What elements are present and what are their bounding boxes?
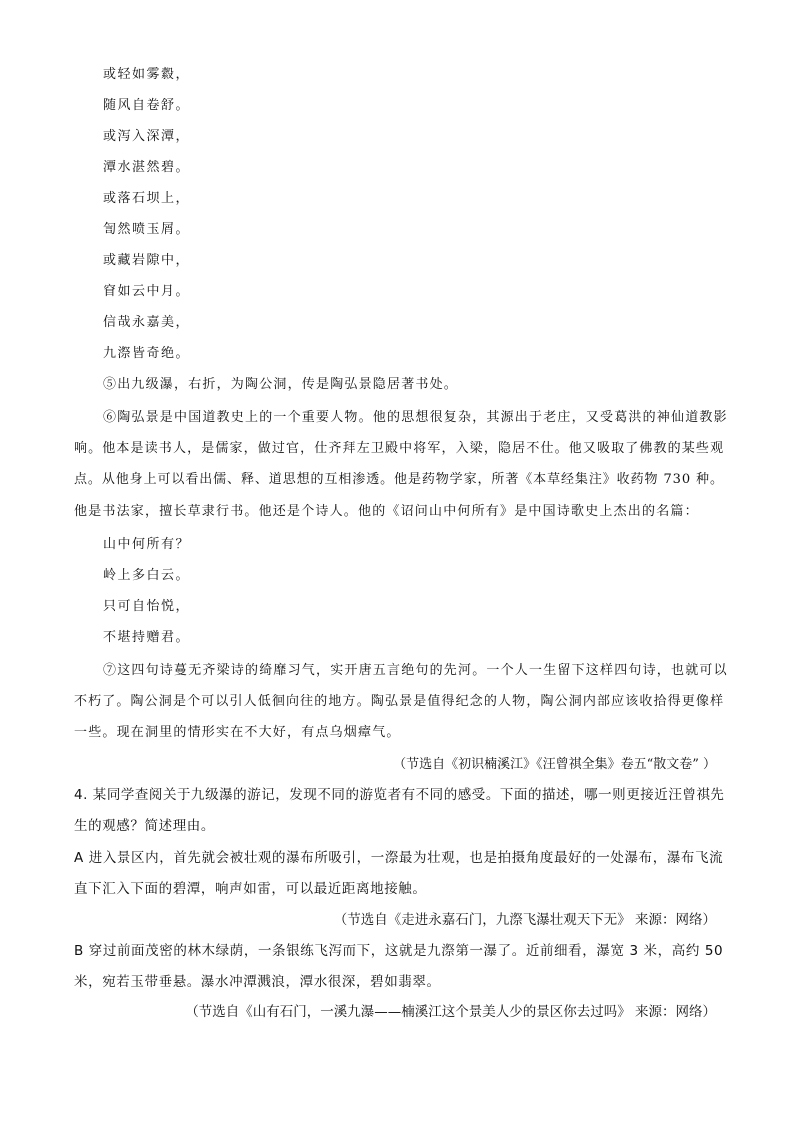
option-b-line: 米，宛若玉带垂悬。瀑水冲潭溅浪，潭水很深，碧如翡翠。: [74, 974, 441, 990]
poem-line: 窅如云中月。: [103, 284, 191, 299]
poem-line: 或轻如雾縠，: [103, 67, 191, 82]
question-4-line: 4. 某同学查阅关于九级瀑的游记，发现不同的游览者有不同的感受。下面的描述，哪一则更接近汪曾祺先: [74, 787, 725, 803]
poem-line: 只可自怡悦，: [103, 599, 191, 614]
source-citation: （节选自《初识楠溪江》《汪曾祺全集》卷五“散文卷” ）: [393, 757, 716, 772]
paragraph-7-line: ⑦这四句诗蔓无齐梁诗的绮靡习气，实开唐五言绝句的先河。一个人一生留下这样四句诗，也就可以: [103, 663, 728, 678]
poem-line: 九漈皆奇绝。: [103, 346, 191, 361]
poem-line: 信哉永嘉美，: [103, 315, 191, 330]
paragraph-6-line: ⑥陶弘景是中国道教史上的一个重要人物。他的思想很复杂，其源出于老庄，又受葛洪的神仙道教影: [103, 410, 728, 425]
poem-line: 山中何所有？: [103, 537, 191, 552]
paragraph-6-line: 点。从他身上可以看出儒、释、道思想的互相渗透。他是药物学家，所著《本草经集注》收药物 730 种。: [74, 472, 724, 487]
question-4-line: 生的观感？简述理由。: [74, 818, 215, 834]
poem-line: 或藏岩隙中，: [103, 253, 191, 268]
paragraph-5: ⑤出九级瀑，右折，为陶公洞，传是陶弘景隐居著书处。: [103, 377, 459, 392]
option-a-source: （节选自《走进永嘉石门，九漈飞瀑壮观天下无》 来源：网络）: [333, 912, 716, 928]
paragraph-6-line: 响。他本是读书人，是儒家，做过官，仕齐拜左卫殿中将军，入梁，隐居不仕。他又吸取了佛教的某些观: [74, 441, 725, 456]
poem-line: 潭水湛然碧。: [103, 160, 191, 175]
poem-line: 不堪持赠君。: [103, 630, 191, 645]
poem-line: 或泻入深潭，: [103, 129, 191, 144]
poem-line: 随风自卷舒。: [103, 98, 191, 113]
option-b-source: （节选自《山有石门，一溪九瀑——楠溪江这个景美人少的景区你去过吗》 来源：网络）: [185, 1004, 716, 1020]
option-a-line: A 进入景区内，首先就会被壮观的瀑布所吸引，一漈最为壮观，也是拍摄角度最好的一处瀑布，瀑布飞流: [74, 850, 724, 866]
poem-line: 訇然喷玉屑。: [103, 222, 191, 237]
poem-line: 岭上多白云。: [103, 568, 191, 583]
paragraph-7-line: 不朽了。陶公洞是个可以引人低徊向往的地方。陶弘景是值得纪念的人物，陶公洞内部应该收拾得更像样: [74, 694, 725, 709]
paragraph-6-line: 他是书法家，擅长草隶行书。他还是个诗人。他的《诏问山中何所有》是中国诗歌史上杰出的名篇：: [74, 504, 699, 519]
option-a-line: 直下汇入下面的碧潭，响声如雷，可以最近距离地接触。: [74, 881, 427, 897]
option-b-line: B 穿过前面茂密的林木绿荫，一条银练飞泻而下，这就是九漈第一瀑了。近前细看，瀑宽 3 米，高约 50: [74, 943, 724, 959]
poem-line: 或落石坝上，: [103, 191, 191, 206]
paragraph-7-line: 一些。现在洞里的情形实在不大好，有点乌烟瘴气。: [74, 725, 401, 740]
